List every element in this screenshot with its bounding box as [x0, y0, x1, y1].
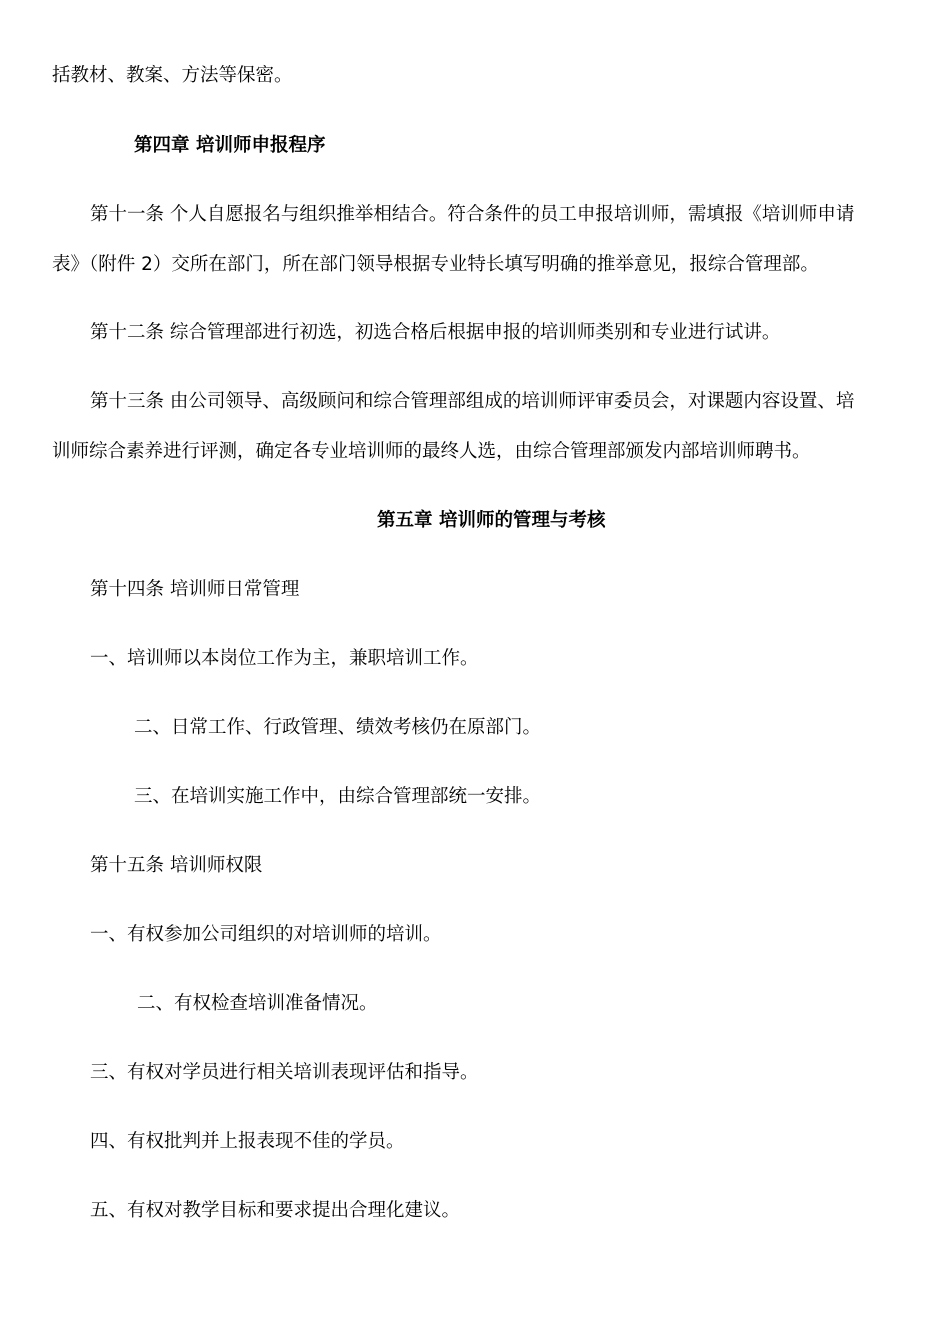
- article-15: 第十五条 培训师权限: [90, 855, 263, 876]
- article-15-item-4: 四、有权批判并上报表现不佳的学员。: [90, 1131, 405, 1152]
- article-14-item-1: 一、培训师以本岗位工作为主，兼职培训工作。: [90, 648, 479, 669]
- chapter-5-heading: 第五章 培训师的管理与考核: [377, 510, 606, 531]
- article-13-line-2: 训师综合素养进行评测，确定各专业培训师的最终人选，由综合管理部颁发内部培训师聘书。: [52, 441, 811, 462]
- article-14: 第十四条 培训师日常管理: [90, 579, 300, 600]
- article-15-item-3: 三、有权对学员进行相关培训表现评估和指导。: [90, 1062, 479, 1083]
- article-14-item-2: 二、日常工作、行政管理、绩效考核仍在原部门。: [134, 717, 542, 738]
- article-11-line-2: 表》（附件 2）交所在部门，所在部门领导根据专业特长填写明确的推举意见，报综合管理部。: [52, 254, 819, 275]
- chapter-4-heading: 第四章 培训师申报程序: [134, 135, 326, 156]
- article-15-item-5: 五、有权对教学目标和要求提出合理化建议。: [90, 1200, 461, 1221]
- article-15-item-1: 一、有权参加公司组织的对培训师的培训。: [90, 924, 442, 945]
- article-11-line-1: 第十一条 个人自愿报名与组织推举相结合。符合条件的员工申报培训师，需填报《培训师申请: [90, 204, 855, 225]
- paragraph-tail: 括教材、教案、方法等保密。: [52, 65, 293, 86]
- article-15-item-2: 二、有权检查培训准备情况。: [137, 993, 378, 1014]
- article-14-item-3: 三、在培训实施工作中，由综合管理部统一安排。: [134, 786, 542, 807]
- article-13-line-1: 第十三条 由公司领导、高级顾问和综合管理部组成的培训师评审委员会，对课题内容设置、培: [90, 391, 855, 412]
- article-12: 第十二条 综合管理部进行初选，初选合格后根据申报的培训师类别和专业进行试讲。: [90, 322, 781, 343]
